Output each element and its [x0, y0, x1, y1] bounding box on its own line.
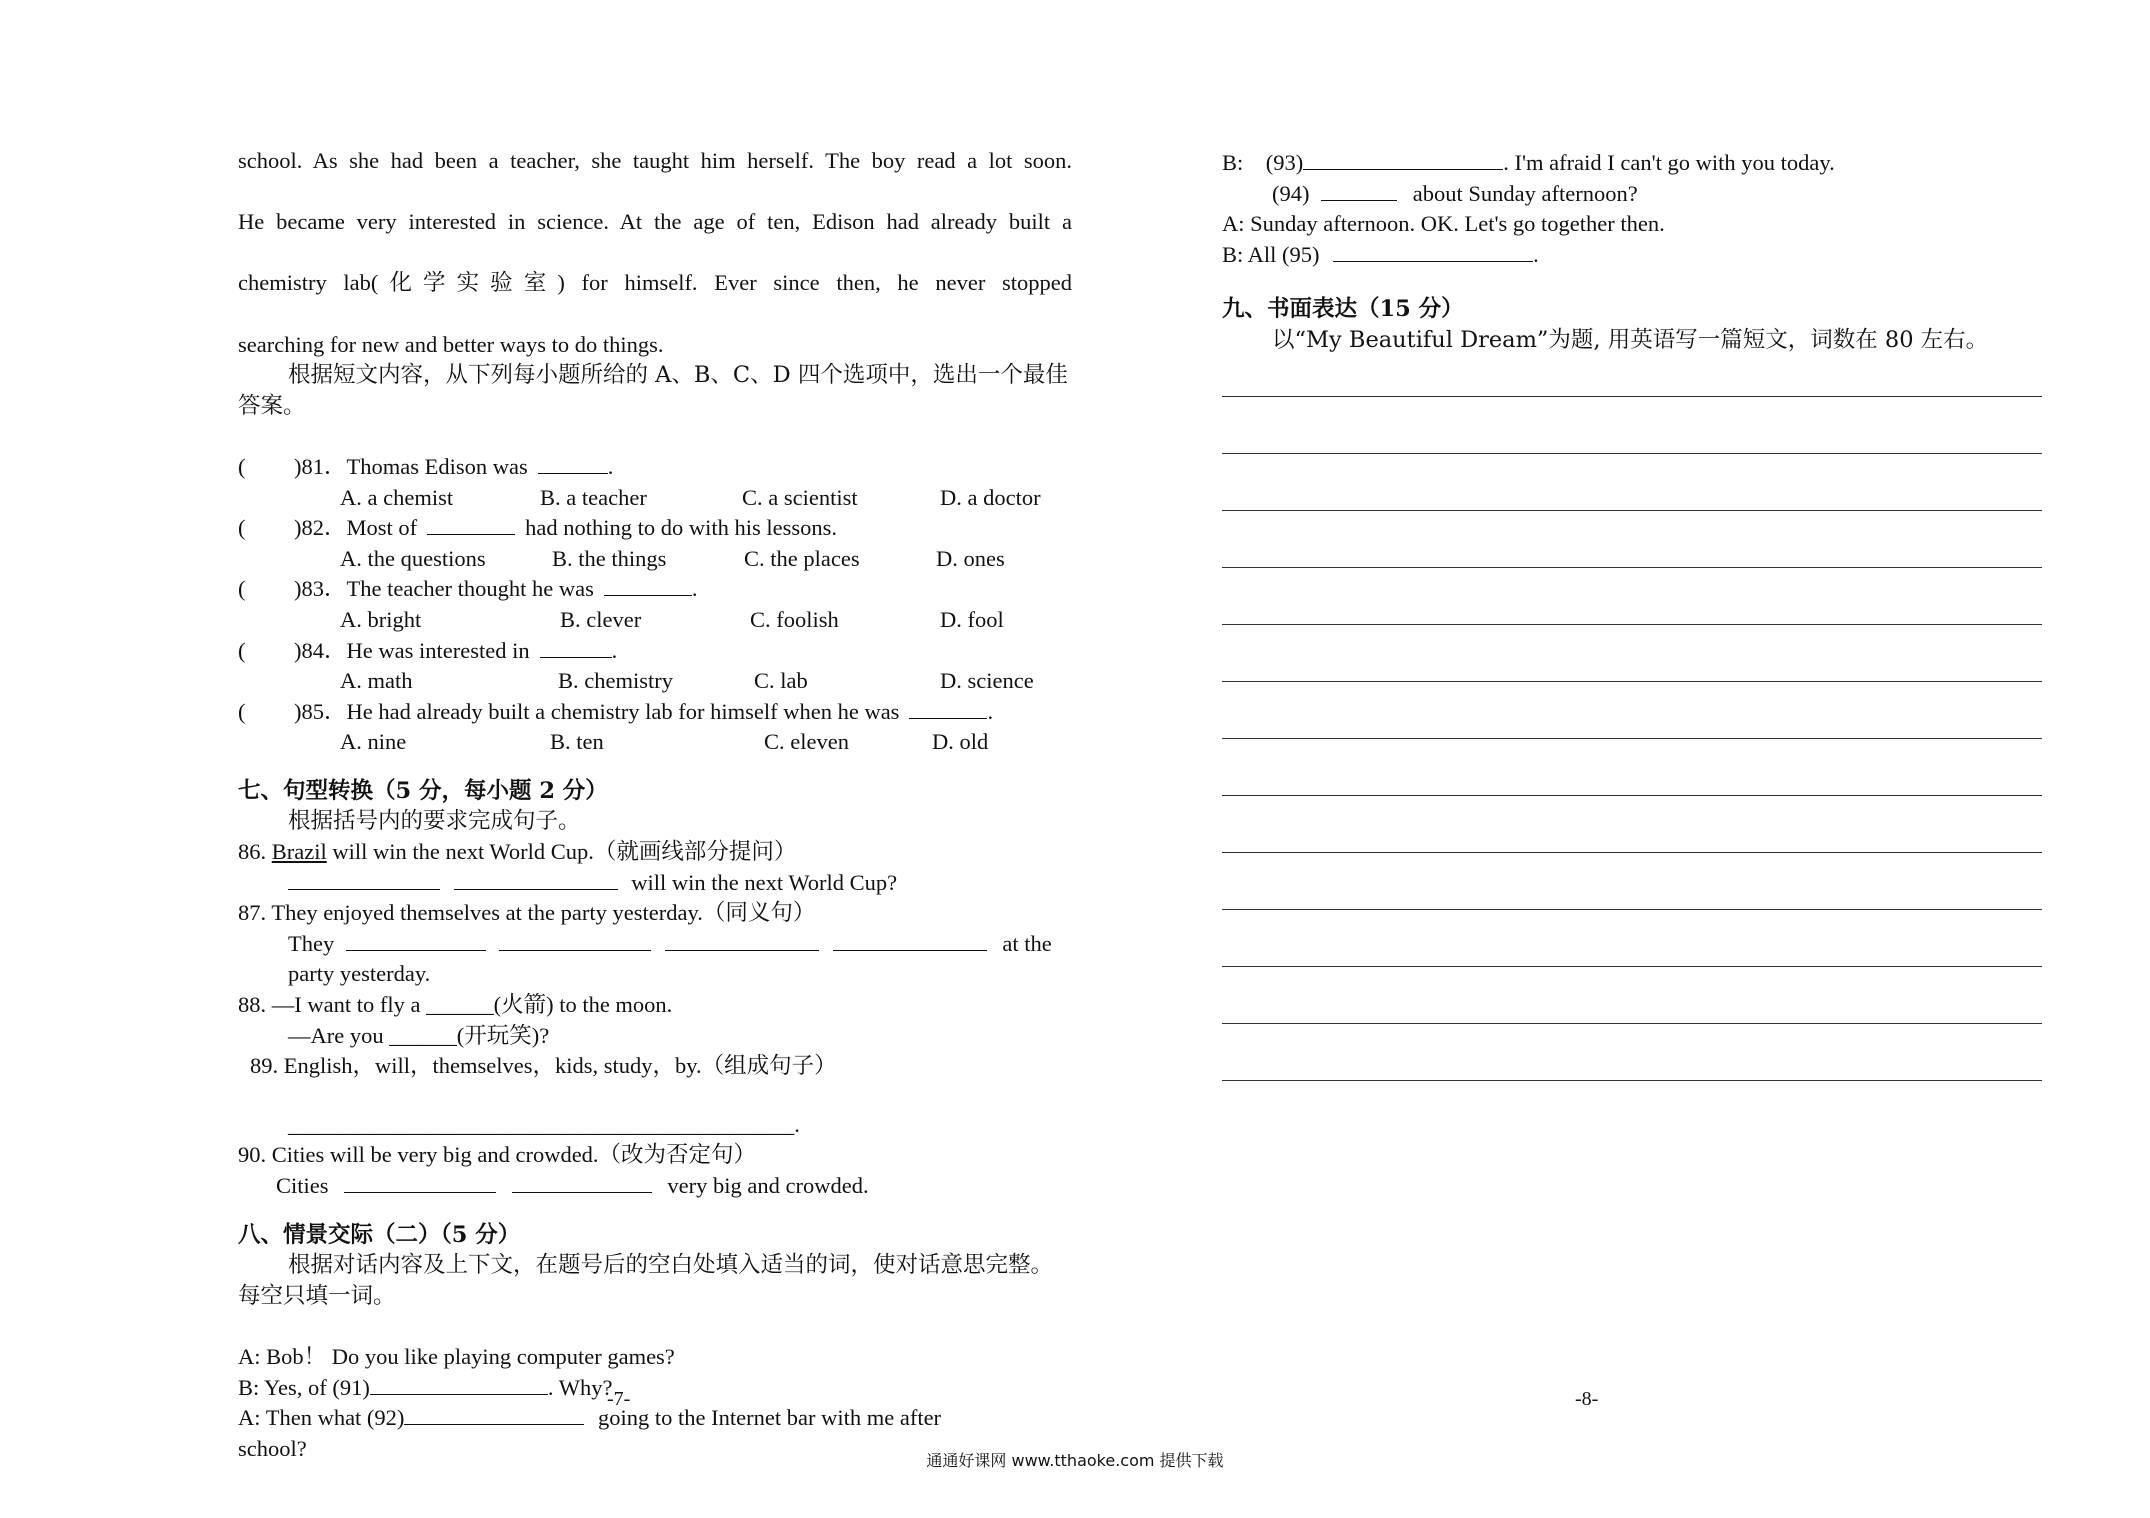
writing-line[interactable]	[1222, 1080, 2042, 1081]
writing-line[interactable]	[1222, 795, 2042, 796]
question-number: )82．	[294, 515, 347, 541]
question-stem	[238, 513, 1072, 544]
answer-blank-93[interactable]	[1303, 149, 1503, 170]
writing-line[interactable]	[1222, 1023, 2042, 1024]
question-number: )83．	[294, 576, 347, 602]
dialog-text: . I'm afraid I can't go with you today.	[1503, 150, 1835, 175]
question-stem	[238, 697, 1072, 728]
question-number: )85．	[294, 698, 347, 724]
q86-answer-line	[238, 868, 1072, 899]
q89: 89. English，will，themselves，kids, study，by.（组成句子）	[250, 1053, 837, 1079]
question-tail: .	[611, 637, 618, 663]
answer-paren[interactable]: (	[238, 637, 246, 663]
dialog-line	[1222, 179, 2048, 210]
answer-paren[interactable]: (	[238, 698, 246, 724]
dialog-text: B: All (95)	[1222, 241, 1320, 267]
answer-blank[interactable]	[665, 930, 819, 951]
section7-instruction: 根据括号内的要求完成句子。	[288, 808, 581, 835]
q88-b: —Are you ______(开玩笑)?	[288, 1022, 550, 1048]
writing-line[interactable]	[1222, 909, 2042, 910]
answer-blank[interactable]	[499, 930, 651, 951]
writing-line[interactable]	[1222, 738, 2042, 739]
page-number-left: -7-	[607, 1388, 631, 1410]
question-tail: .	[987, 698, 994, 724]
writing-line[interactable]	[1222, 852, 2042, 853]
answer-paren[interactable]: (	[238, 515, 246, 541]
answer-blank[interactable]	[346, 930, 486, 951]
dialog-text: . Why?	[547, 1374, 613, 1400]
writing-line[interactable]	[1222, 966, 2042, 967]
answer-blank[interactable]	[833, 930, 987, 951]
page-number-right: -8-	[1575, 1388, 1599, 1410]
question-options: A. math B. chemistry C. lab D. science	[340, 668, 1034, 694]
dialog-line: school?	[238, 1435, 307, 1461]
writing-line[interactable]	[1222, 396, 2042, 397]
question-stem	[238, 636, 1072, 667]
question-number: )81．	[294, 453, 347, 479]
question-text: He was interested in	[346, 637, 530, 663]
q87-continuation: party yesterday.	[288, 961, 431, 987]
answer-blank-92[interactable]	[404, 1404, 584, 1425]
answer-blank[interactable]	[540, 637, 612, 658]
passage-line: chemistry lab(化学实验室) for himself. Ever since then, he never stopped	[238, 270, 1072, 296]
answer-blank[interactable]	[427, 514, 515, 535]
question-options: A. a chemist B. a teacher C. a scientist D. a doctor	[340, 484, 1041, 510]
question-stem	[238, 452, 1072, 483]
dialog-line	[238, 1403, 1072, 1434]
question-tail: .	[607, 453, 614, 479]
dialog-text: going to the Internet bar with me after	[598, 1405, 942, 1431]
section9-instruction: 以“My Beautiful Dream”为题, 用英语写一篇短文，词数在 80 左右。	[1272, 326, 1989, 353]
dialog-line	[1222, 148, 2048, 179]
answer-blank[interactable]	[454, 869, 618, 890]
q86	[238, 837, 1072, 868]
question-stem	[238, 574, 1072, 605]
question-options: A. the questions B. the things C. the places D. ones	[340, 545, 1005, 571]
q87-they: They	[288, 930, 335, 956]
dialog-text: A: Then what (92)	[238, 1405, 405, 1431]
writing-line[interactable]	[1222, 510, 2042, 511]
section8-title: 八、情景交际（二）（5 分）	[238, 1221, 521, 1248]
question-tail: had nothing to do with his lessons.	[525, 515, 838, 541]
q88-a: 88. —I want to fly a ______(火箭) to the moon.	[238, 992, 673, 1018]
passage-line: searching for new and better ways to do things.	[238, 331, 664, 357]
section7-title: 七、句型转换（5 分，每小题 2 分）	[238, 777, 608, 804]
writing-area[interactable]	[1222, 396, 2048, 1081]
answer-blank[interactable]	[288, 869, 440, 890]
writing-line[interactable]	[1222, 567, 2042, 568]
dialog-line: A: Sunday afternoon. OK. Let's go together then.	[1222, 211, 1665, 237]
answer-blank[interactable]	[909, 698, 987, 719]
q87: 87. They enjoyed themselves at the party yesterday.（同义句）	[238, 900, 816, 926]
dialog-text: (94)	[1272, 180, 1310, 206]
question-text: He had already built a chemistry lab for himself when he was	[346, 698, 900, 724]
q86-text: will win the next World Cup.（就画线部分提问）	[326, 839, 797, 865]
passage-line: school. As she had been a teacher, she taught him herself. The boy read a lot soon.	[238, 148, 1072, 173]
dialog-line	[1222, 240, 2048, 271]
reading-questions	[238, 452, 1072, 758]
passage-line: He became very interested in science. At the age of ten, Edison had already built a	[238, 209, 1072, 235]
section9-title: 九、书面表达（15 分）	[1222, 296, 1464, 323]
section8-instruction: 根据对话内容及上下文，在题号后的空白处填入适当的词，使对话意思完整。每空只填一词。	[238, 1252, 1054, 1309]
dialog-text: about Sunday afternoon?	[1412, 180, 1638, 206]
left-page	[238, 146, 1072, 1464]
writing-line[interactable]	[1222, 453, 2042, 454]
question-number: )84．	[294, 637, 347, 663]
reading-instruction: 根据短文内容，从下列每小题所给的 A、B、C、D 四个选项中，选出一个最佳答案。	[238, 362, 1068, 419]
answer-paren[interactable]: (	[238, 576, 246, 602]
q86-answer-tail: will win the next World Cup?	[631, 869, 898, 895]
writing-line[interactable]	[1222, 624, 2042, 625]
dialog-line	[238, 1373, 1072, 1404]
right-page	[1222, 148, 2048, 1137]
footer-credit: 通通好课网 www.tthaoke.com 提供下载	[926, 1451, 1224, 1470]
dialog-line: A: Bob！ Do you like playing computer games?	[238, 1343, 675, 1369]
answer-blank[interactable]	[512, 1172, 652, 1193]
answer-blank-91[interactable]	[370, 1374, 548, 1395]
dialog-text: B: (93)	[1222, 150, 1304, 175]
answer-blank[interactable]	[604, 575, 692, 596]
question-options: A. bright B. clever C. foolish D. fool	[340, 606, 1004, 632]
answer-blank[interactable]	[344, 1172, 496, 1193]
q90: 90. Cities will be very big and crowded.（改为否定句）	[238, 1142, 757, 1168]
q87-at-the: at the	[1002, 930, 1052, 956]
question-text: Thomas Edison was	[346, 453, 528, 479]
answer-paren[interactable]: (	[238, 453, 246, 479]
question-tail: .	[691, 576, 698, 602]
q86-number: 86.	[238, 839, 267, 865]
dialog-text: B: Yes, of (91)	[238, 1374, 370, 1400]
q89-answer-line[interactable]: _____________________________________________.	[288, 1111, 800, 1137]
q90-tail: very big and crowded.	[667, 1173, 869, 1198]
answer-blank-94[interactable]	[1321, 180, 1397, 201]
answer-blank[interactable]	[538, 453, 608, 474]
q90-cities: Cities	[276, 1173, 329, 1198]
q86-underlined-word: Brazil	[271, 839, 327, 865]
dialog-text: .	[1533, 241, 1539, 267]
question-text: The teacher thought he was	[346, 576, 594, 602]
q90-answer-line	[238, 1171, 1072, 1202]
question-options: A. nine B. ten C. eleven D. old	[340, 729, 989, 755]
q87-answer-line	[238, 929, 1072, 960]
writing-line[interactable]	[1222, 681, 2042, 682]
answer-blank-95[interactable]	[1333, 241, 1533, 262]
question-text: Most of	[346, 515, 418, 541]
